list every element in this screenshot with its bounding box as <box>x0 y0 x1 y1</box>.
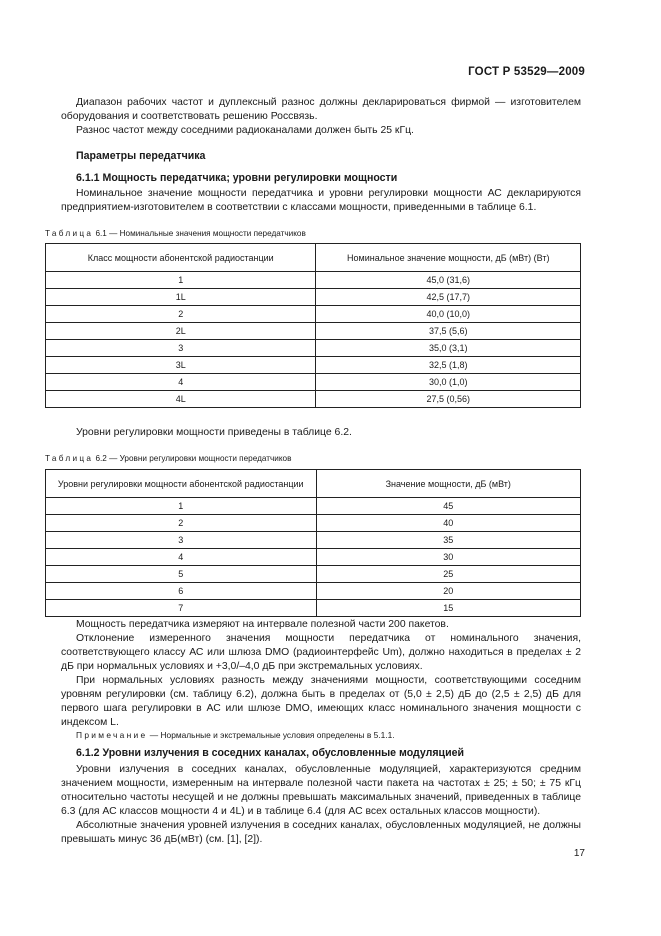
measurement-text <box>61 618 581 730</box>
subsection-heading: 6.1.1 Мощность передатчика; уровни регулировки мощности <box>76 172 398 184</box>
intro-text <box>61 96 581 138</box>
section-heading: Параметры передатчика <box>76 150 206 162</box>
table-cell: 5 <box>46 566 317 583</box>
paragraph: Мощность передатчика измеряют на интервале полезной части 200 пакетов. <box>76 619 449 630</box>
table-header: Уровни регулировки мощности абонентской радиостанции <box>46 470 317 498</box>
note-text: — Нормальные и экстремальные условия определены в 5.1.1. <box>147 730 395 740</box>
table-cell: 3L <box>46 357 316 374</box>
table-caption <box>45 229 306 238</box>
table-header: Значение мощности, дБ (мВт) <box>316 470 581 498</box>
page-number: 17 <box>573 848 585 859</box>
power-class-table <box>45 243 581 408</box>
paragraph: При нормальных условиях разность между значениями мощности, соответствующими соседним уровням регулировки (см. таблицу 6.2), должна быть в пределах от (5,0 ± 2,5) дБ до (2,5 ± 2,5) дБ для первого шага регулировки в АС или шлюзе DMO, имеющих класс номинального значения мощности с индексом L. <box>61 675 581 728</box>
paragraph: Разнос частот между соседними радиоканалами должен быть 25 кГц. <box>76 125 414 136</box>
table-cell: 4 <box>46 374 316 391</box>
table-cell: 45,0 (31,6) <box>316 272 581 289</box>
table-cell: 1 <box>46 272 316 289</box>
table-cell: 45 <box>316 498 581 515</box>
paragraph: Отклонение измеренного значения мощности передатчика от номинального значения, соответствующего классу АС или шлюза DMO (радиоинтерфейс Um), должно находиться в пределах ± 2 дБ при нормальных условиях и +3,0/–4,0 дБ при экстремальных условиях. <box>61 633 581 672</box>
mid-text <box>61 426 581 440</box>
table-cell: 40,0 (10,0) <box>316 306 581 323</box>
subsection-text <box>61 763 581 847</box>
table-cell: 2 <box>46 306 316 323</box>
table-cell: 2 <box>46 515 317 532</box>
table-cell: 4 <box>46 549 317 566</box>
table-cell: 42,5 (17,7) <box>316 289 581 306</box>
power-level-table <box>45 469 581 617</box>
table-caption <box>45 454 291 463</box>
paragraph: Уровни излучения в соседних каналах, обусловленные модуляцией, характеризуются средним значением мощности, измеренным на интервале полезной части пакета на частотах ± 25; ± 50; ± 75 кГц относительно частоты несущей и не должны превышать максимальных значений, приведенных в таблице 6.3 (для АС классов мощности 4 и 4L) и в таблице 6.4 (для АС всех остальных классов мощности). <box>61 764 581 817</box>
caption-word: Таблица <box>45 229 94 238</box>
table-cell: 15 <box>316 600 581 617</box>
table-cell: 6 <box>46 583 317 600</box>
table-cell: 40 <box>316 515 581 532</box>
note <box>76 730 395 740</box>
table-cell: 30 <box>316 549 581 566</box>
standard-code: ГОСТ Р 53529—2009 <box>468 66 585 78</box>
table-cell: 2L <box>46 323 316 340</box>
table-cell: 35,0 (3,1) <box>316 340 581 357</box>
table-cell: 25 <box>316 566 581 583</box>
caption-text: 6.2 — Уровни регулировки мощности передатчиков <box>93 454 292 463</box>
caption-text: 6.1 — Номинальные значения мощности передатчиков <box>93 229 306 238</box>
paragraph: Диапазон рабочих частот и дуплексный разнос должны декларироваться фирмой — изготовителем оборудования и соответствовать решению Россвязь. <box>61 97 581 122</box>
table-header: Номинальное значение мощности, дБ (мВт) (Вт) <box>316 244 581 272</box>
table-cell: 1L <box>46 289 316 306</box>
table-cell: 27,5 (0,56) <box>316 391 581 408</box>
table-cell: 37,5 (5,6) <box>316 323 581 340</box>
table-cell: 7 <box>46 600 317 617</box>
subsection-heading: 6.1.2 Уровни излучения в соседних каналах, обусловленные модуляцией <box>76 747 464 759</box>
table-cell: 35 <box>316 532 581 549</box>
table-cell: 32,5 (1,8) <box>316 357 581 374</box>
paragraph: Уровни регулировки мощности приведены в таблице 6.2. <box>76 427 352 438</box>
table-cell: 4L <box>46 391 316 408</box>
table-cell: 3 <box>46 532 317 549</box>
table-cell: 30,0 (1,0) <box>316 374 581 391</box>
caption-word: Таблица <box>45 454 94 463</box>
table-cell: 20 <box>316 583 581 600</box>
note-label: Примечание <box>76 730 148 740</box>
paragraph: Номинальное значение мощности передатчика и уровни регулировки мощности АС декларируются предприятием-изготовителем в соответствии с классами мощности, приведенными в таблице 6.1. <box>61 188 581 213</box>
table-header: Класс мощности абонентской радиостанции <box>46 244 316 272</box>
table-cell: 3 <box>46 340 316 357</box>
table-cell: 1 <box>46 498 317 515</box>
paragraph: Абсолютные значения уровней излучения в соседних каналах, обусловленных модуляцией, не должны превышать минус 36 дБ(мВт) (см. [1], [2]). <box>61 820 581 845</box>
subsection-text <box>61 187 581 215</box>
